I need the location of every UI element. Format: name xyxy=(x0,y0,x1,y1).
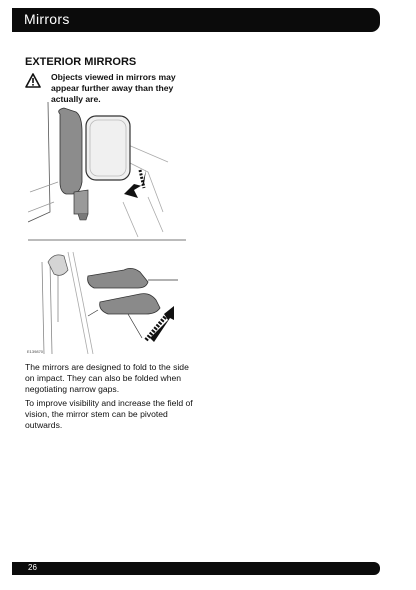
warning-triangle-icon xyxy=(25,73,41,88)
mirror-top-position xyxy=(88,268,148,288)
body-paragraph-2: To improve visibility and increase the field of vision, the mirror stem can be pivoted outwards. xyxy=(25,398,193,430)
header-bar xyxy=(12,8,380,32)
mirror-pivoted-position xyxy=(100,294,160,314)
mirror-glass xyxy=(86,116,130,180)
footer-bar xyxy=(12,562,380,575)
mirror-stem xyxy=(74,190,88,214)
page-number: 26 xyxy=(28,563,37,572)
section-heading: EXTERIOR MIRRORS xyxy=(25,56,137,68)
body-paragraph-1: The mirrors are designed to fold to the side on impact. They can also be folded when negotiating narrow gaps. xyxy=(25,362,189,394)
page-title: Mirrors xyxy=(24,11,70,27)
mirror-housing xyxy=(59,108,82,194)
warning-text: Objects viewed in mirrors may appear further away than they actually are. xyxy=(51,72,176,104)
figure-code: E139870 xyxy=(27,349,44,354)
mirror-illustration xyxy=(28,102,186,354)
